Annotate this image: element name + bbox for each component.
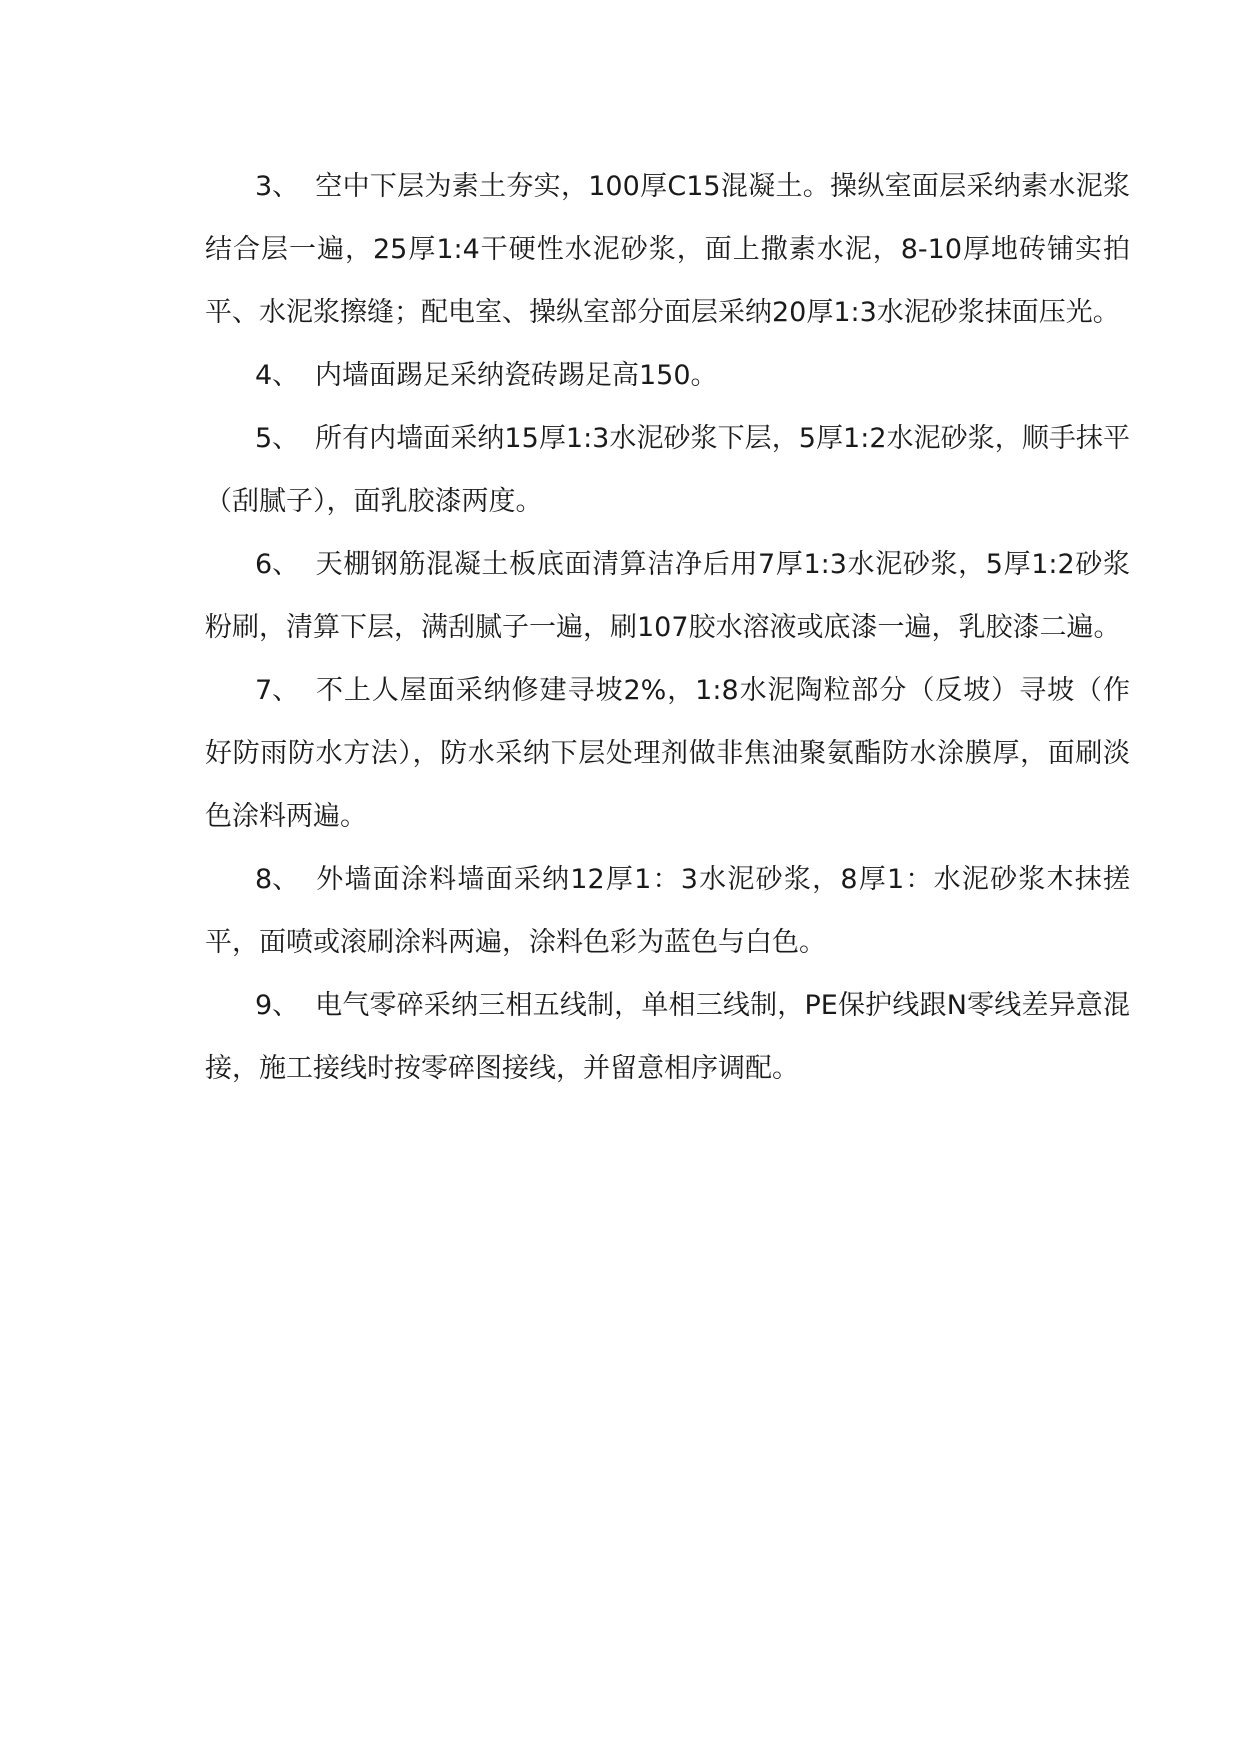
item-number: 4、 bbox=[255, 360, 300, 391]
item-number: 9、 bbox=[255, 990, 300, 1021]
paragraph-item-3 bbox=[205, 155, 1130, 344]
item-number: 5、 bbox=[255, 423, 300, 454]
item-number: 8、 bbox=[255, 864, 300, 895]
item-number: 7、 bbox=[255, 675, 300, 706]
paragraph-text: 空中下层为素土夯实，100厚C15混凝土。操纵室面层采纳素水泥浆结合层一遍，25厚1:4干硬性水泥砂浆，面上撒素水泥，8-10厚地砖铺实拍平、水泥浆擦缝；配电室、操纵室部分面层采纳20厚1:3水泥砂浆抹面压光。 bbox=[205, 171, 1130, 328]
item-number: 6、 bbox=[255, 549, 300, 580]
paragraph-item-4 bbox=[205, 344, 1130, 407]
paragraph-text: 所有内墙面采纳15厚1:3水泥砂浆下层，5厚1:2水泥砂浆，顺手抹平（刮腻子），面乳胶漆两度。 bbox=[205, 423, 1130, 517]
paragraph-text: 外墙面涂料墙面采纳12厚1：3水泥砂浆，8厚1：水泥砂浆木抹搓平，面喷或滚刷涂料两遍，涂料色彩为蓝色与白色。 bbox=[205, 864, 1130, 958]
paragraph-item-9 bbox=[205, 974, 1130, 1100]
paragraph-text: 电气零碎采纳三相五线制，单相三线制，PE保护线跟N零线差异意混接，施工接线时按零碎图接线，并留意相序调配。 bbox=[205, 990, 1130, 1084]
paragraph-item-5 bbox=[205, 407, 1130, 533]
paragraph-text: 天棚钢筋混凝土板底面清算洁净后用7厚1:3水泥砂浆，5厚1:2砂浆粉刷，清算下层，满刮腻子一遍，刷107胶水溶液或底漆一遍，乳胶漆二遍。 bbox=[205, 549, 1130, 643]
paragraph-text: 内墙面踢足采纳瓷砖踢足高150。 bbox=[315, 360, 718, 391]
paragraph-text: 不上人屋面采纳修建寻坡2%，1:8水泥陶粒部分（反坡）寻坡（作好防雨防水方法），防水采纳下层处理剂做非焦油聚氨酯防水涂膜厚，面刷淡色涂料两遍。 bbox=[205, 675, 1130, 832]
paragraph-item-8 bbox=[205, 848, 1130, 974]
document-body bbox=[205, 155, 1130, 1100]
paragraph-item-6 bbox=[205, 533, 1130, 659]
paragraph-item-7 bbox=[205, 659, 1130, 848]
item-number: 3、 bbox=[255, 171, 300, 202]
